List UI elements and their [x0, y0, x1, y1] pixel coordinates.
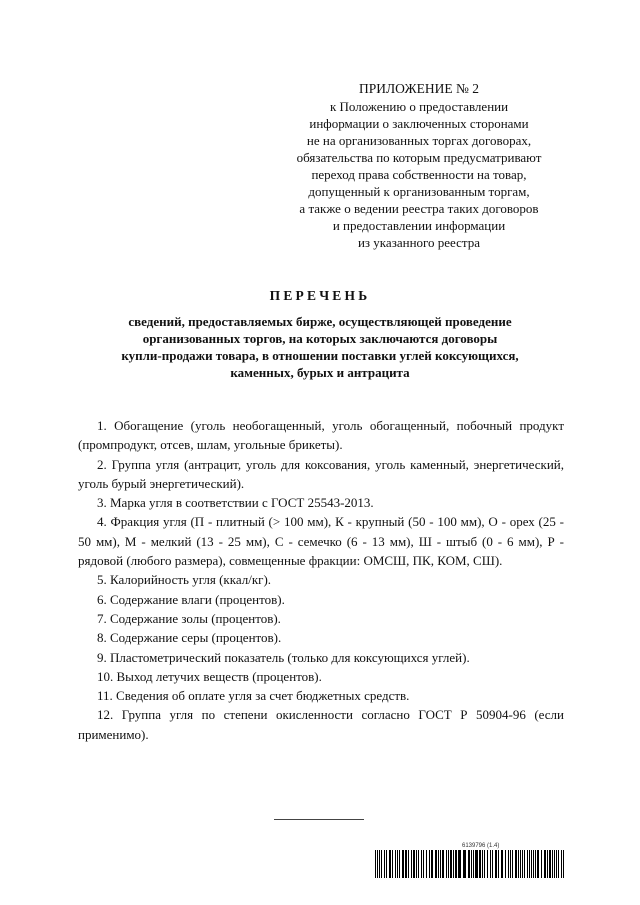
- barcode-bar: [561, 850, 562, 878]
- barcode-bar: [482, 850, 483, 878]
- barcode-bar: [549, 850, 551, 878]
- barcode-bar: [490, 850, 491, 878]
- list-item: 12. Группа угля по степени окисленности согласно ГОСТ Р 50904-96 (если применимо).: [78, 707, 564, 742]
- list-item: 8. Содержание серы (процентов).: [97, 630, 282, 646]
- barcode-bar: [512, 850, 513, 878]
- barcode-bar: [386, 850, 387, 878]
- barcode-bar: [487, 850, 488, 878]
- barcode-bar: [501, 850, 503, 878]
- list-item: 1. Обогащение (уголь необогащенный, уголь обогащенный, побочный продукт (промпродукт, отсев, шлам, угольные брикеты).: [78, 418, 564, 453]
- barcode-bar: [544, 850, 546, 878]
- barcode-bar: [426, 850, 427, 878]
- list-item: 9. Пластометрический показатель (только для коксующихся углей).: [97, 649, 470, 665]
- barcode-bar: [484, 850, 485, 878]
- barcode-bar: [458, 850, 461, 878]
- barcode-bar: [524, 850, 525, 878]
- barcode-bar: [471, 850, 472, 878]
- barcode-bar: [448, 850, 449, 878]
- document-code: 6139796 (1.4): [462, 843, 500, 849]
- barcode-bar: [423, 850, 424, 878]
- barcode-bar: [450, 850, 452, 878]
- subtitle-line: каменных, бурых и антрацита: [230, 365, 410, 380]
- appendix-line: и предоставлении информации: [332, 218, 506, 233]
- barcode-bar: [492, 850, 493, 878]
- barcode-bar: [468, 850, 470, 878]
- subtitle-line: купли-продажи товара, в отношении поставки углей коксующихся,: [121, 348, 519, 363]
- barcode-bar: [463, 850, 466, 878]
- appendix-line: информации о заключенных сторонами: [309, 116, 529, 131]
- barcode-bar: [442, 850, 444, 878]
- barcode-bar: [556, 850, 557, 878]
- barcode-bar: [408, 850, 409, 878]
- document-subtitle: [64, 313, 576, 381]
- barcode-bar: [421, 850, 422, 878]
- barcode-bar: [510, 850, 511, 878]
- barcode-bar: [515, 850, 517, 878]
- list-item: 4. Фракция угля (П - плитный (> 100 мм), К - крупный (50 - 100 мм), О - орех (25 - 50 мм), М - мелкий (13 - 25 мм), С - семечко (6 - 13 мм), Ш - штыб (0 - 6 мм), Р - рядовой (любого размера), совмещенные фракции: ОМСШ, ПК, КОМ, СШ).: [78, 514, 564, 569]
- barcode-bar: [416, 850, 417, 878]
- barcode-bar: [527, 850, 528, 878]
- barcode-bar: [375, 850, 376, 878]
- barcode-bar: [473, 850, 474, 878]
- barcode-bar: [505, 850, 506, 878]
- subtitle-line: организованных торгов, на которых заключаются договоры: [142, 331, 498, 346]
- barcode-bar: [389, 850, 391, 878]
- appendix-line: к Положению о предоставлении: [329, 99, 509, 114]
- barcode-bar: [498, 850, 499, 878]
- barcode-bar: [563, 850, 564, 878]
- barcode-bar: [508, 850, 509, 878]
- list-item: 7. Содержание золы (процентов).: [97, 610, 281, 626]
- barcode-bar: [537, 850, 539, 878]
- barcode-bar: [518, 850, 519, 878]
- items-list: [78, 416, 564, 744]
- barcode-bar: [495, 850, 497, 878]
- barcode-bar: [411, 850, 412, 878]
- barcode-bar: [446, 850, 447, 878]
- subtitle-line: сведений, предоставляемых бирже, осуществляющей проведение: [128, 314, 512, 329]
- list-item: 10. Выход летучих веществ (процентов).: [97, 668, 322, 684]
- footer-divider: [274, 819, 364, 820]
- list-item: 11. Сведения об оплате угля за счет бюджетных средств.: [97, 688, 410, 704]
- barcode-bar: [547, 850, 548, 878]
- appendix-line: из указанного реестра: [357, 235, 481, 250]
- barcode-bar: [418, 850, 419, 878]
- barcode-bar: [520, 850, 521, 878]
- list-item: 2. Группа угля (антрацит, уголь для коксования, уголь каменный, энергетический, уголь бурый энергетический).: [78, 456, 564, 491]
- barcode-bar: [379, 850, 380, 878]
- appendix-header: [272, 80, 566, 251]
- list-item: 3. Марка угля в соответствии с ГОСТ 25543-2013.: [97, 495, 374, 511]
- barcode-bar: [554, 850, 555, 878]
- barcode-bar: [475, 850, 478, 878]
- barcode-bar: [552, 850, 553, 878]
- barcode-bar: [431, 850, 433, 878]
- barcode-bar: [377, 850, 378, 878]
- appendix-line: обязательства по которым предусматривают: [296, 150, 542, 165]
- list-item: 6. Содержание влаги (процентов).: [97, 591, 285, 607]
- barcode-bar: [384, 850, 385, 878]
- document-title: ПЕРЕЧЕНЬ: [269, 288, 371, 303]
- barcode-bar: [535, 850, 536, 878]
- barcode-bar: [397, 850, 398, 878]
- barcode-bar: [541, 850, 542, 878]
- appendix-line: а также о ведении реестра таких договоров: [299, 201, 539, 216]
- appendix-line: допущенный к организованным торгам,: [308, 184, 530, 199]
- barcode-bar: [558, 850, 559, 878]
- barcode-bar: [435, 850, 437, 878]
- barcode-graphic: [375, 850, 565, 878]
- appendix-line: переход права собственности на товар,: [311, 167, 527, 182]
- barcode-bar: [455, 850, 457, 878]
- barcode-bar: [405, 850, 407, 878]
- barcode-bar: [529, 850, 530, 878]
- appendix-heading: ПРИЛОЖЕНИЕ № 2: [358, 81, 480, 96]
- barcode-bar: [381, 850, 382, 878]
- appendix-line: не на организованных торгах договорах,: [306, 133, 532, 148]
- barcode-bar: [429, 850, 430, 878]
- barcode-bar: [440, 850, 441, 878]
- barcode-bar: [522, 850, 523, 878]
- barcode-bar: [453, 850, 454, 878]
- barcode-bar: [395, 850, 396, 878]
- barcode-bar: [402, 850, 404, 878]
- barcode-bar: [413, 850, 415, 878]
- barcode-bar: [533, 850, 534, 878]
- barcode-bar: [438, 850, 439, 878]
- barcode-bar: [399, 850, 400, 878]
- barcode-bar: [392, 850, 393, 878]
- list-item: 5. Калорийность угля (ккал/кг).: [97, 572, 272, 588]
- barcode-bar: [479, 850, 481, 878]
- barcode-bar: [531, 850, 532, 878]
